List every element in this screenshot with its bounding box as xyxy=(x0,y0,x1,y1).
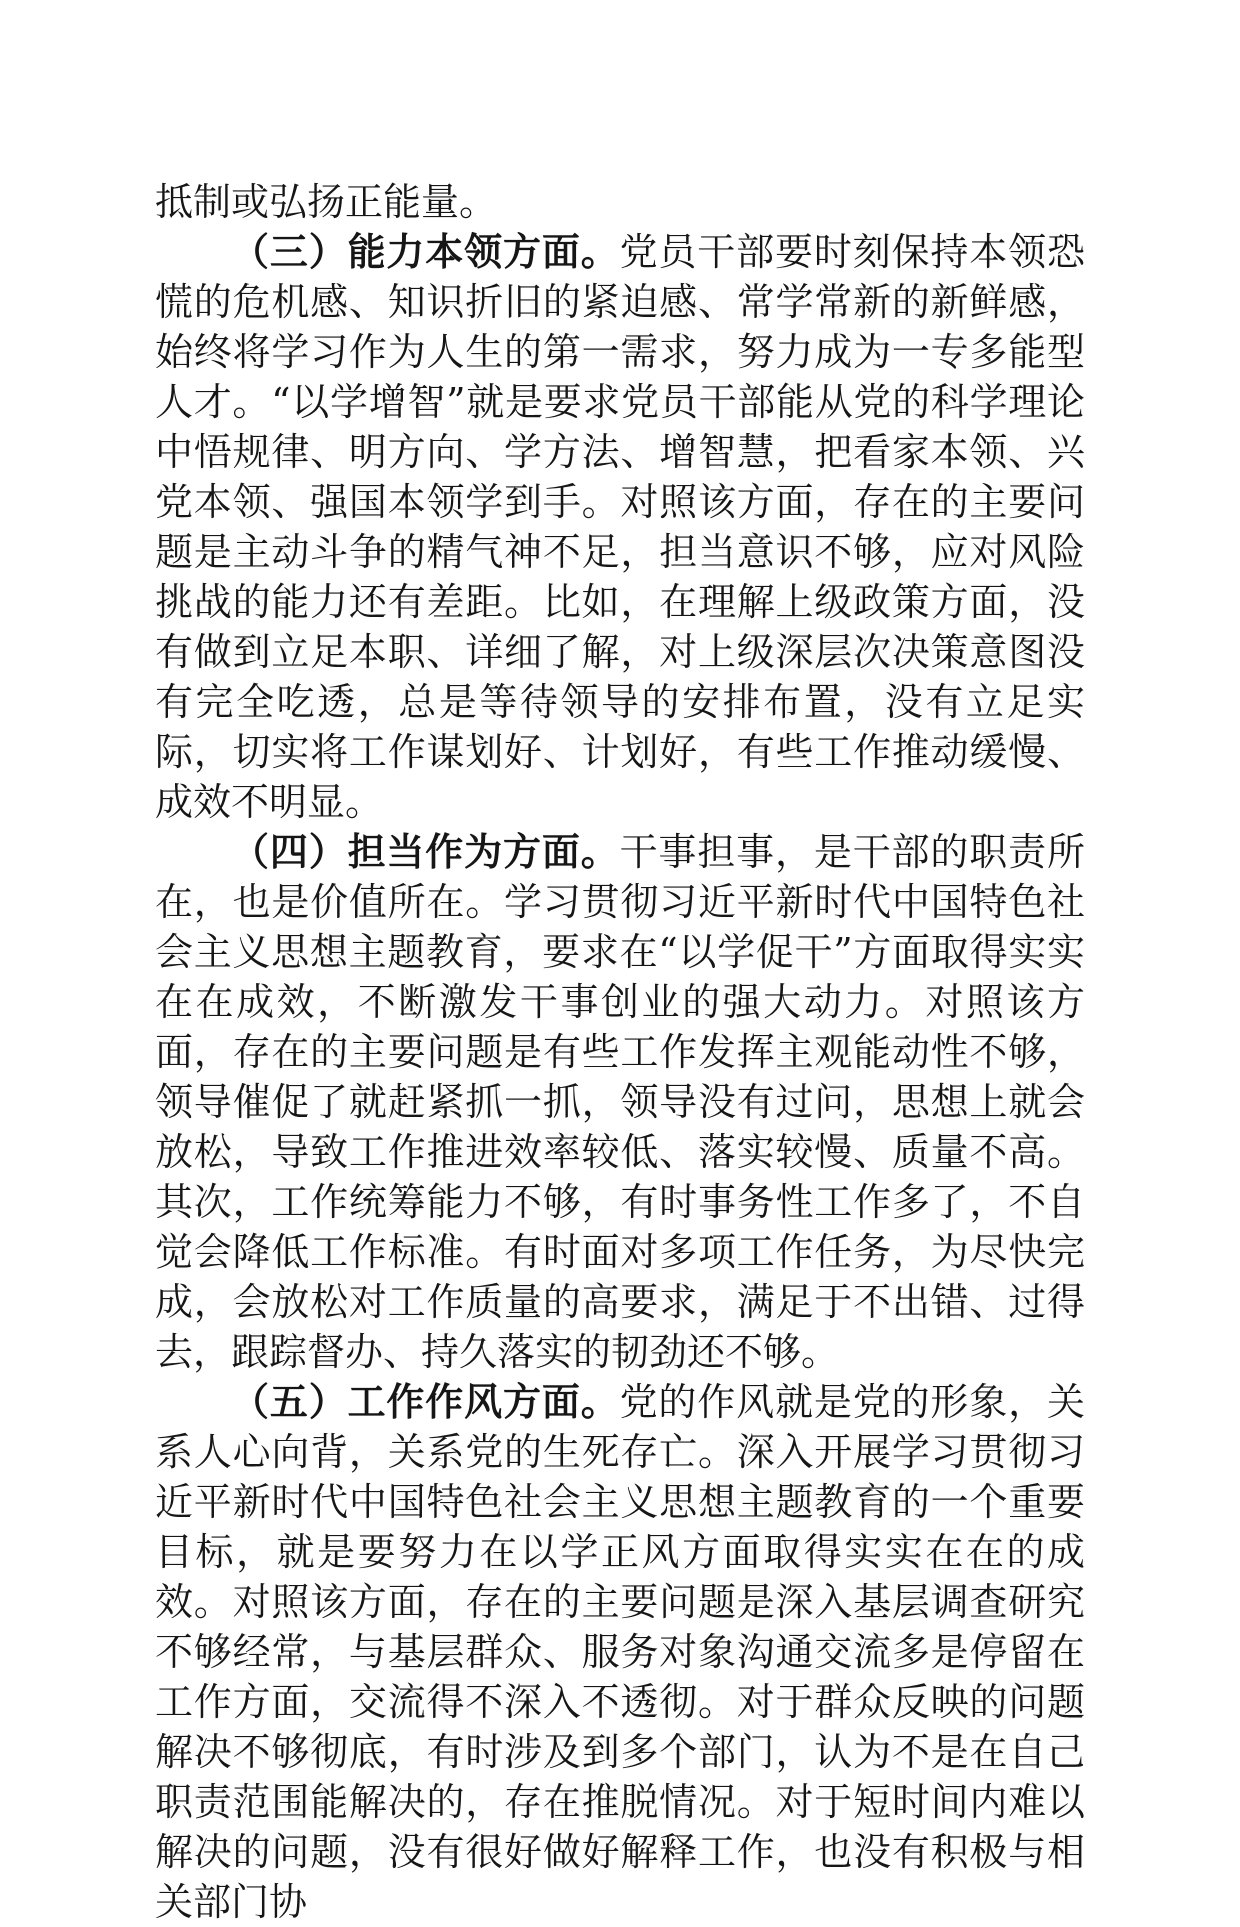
paragraph-continuation xyxy=(155,177,1085,227)
paragraph-ability xyxy=(155,227,1085,827)
section-heading-work-style: （五）工作作风方面。 xyxy=(231,1380,620,1424)
paragraph-responsibility xyxy=(155,827,1085,1377)
section-heading-responsibility: （四）担当作为方面。 xyxy=(231,830,620,874)
paragraph-text: 党的作风就是党的形象，关系人心向背，关系党的生死存亡。深入开展学习贯彻习近平新时代中国特色社会主义思想主题教育的一个重要目标，就是要努力在以学正风方面取得实实在在的成效。对照该方面，存在的主要问题是深入基层调查研究不够经常，与基层群众、服务对象沟通交流多是停留在工作方面，交流得不深入不透彻。对于群众反映的问题解决不够彻底，有时涉及到多个部门，认为不是在自己职责范围能解决的，存在推脱情况。对于短时间内难以解决的问题，没有很好做好解释工作，也没有积极与相关部门协 xyxy=(155,1380,1085,1924)
paragraph-work-style xyxy=(155,1377,1085,1927)
paragraph-text: 抵制或弘扬正能量。 xyxy=(155,180,498,224)
section-heading-ability: （三）能力本领方面。 xyxy=(231,230,620,274)
document-body xyxy=(155,177,1085,1927)
paragraph-text: 干事担事，是干部的职责所在，也是价值所在。学习贯彻习近平新时代中国特色社会主义思想主题教育，要求在“以学促干”方面取得实实在在成效，不断激发干事创业的强大动力。对照该方面，存在的主要问题是有些工作发挥主观能动性不够，领导催促了就赶紧抓一抓，领导没有过问，思想上就会放松，导致工作推进效率较低、落实较慢、质量不高。其次，工作统筹能力不够，有时事务性工作多了，不自觉会降低工作标准。有时面对多项工作任务，为尽快完成，会放松对工作质量的高要求，满足于不出错、过得去，跟踪督办、持久落实的韧劲还不够。 xyxy=(155,830,1085,1374)
paragraph-text: 党员干部要时刻保持本领恐慌的危机感、知识折旧的紧迫感、常学常新的新鲜感，始终将学习作为人生的第一需求，努力成为一专多能型人才。“以学增智”就是要求党员干部能从党的科学理论中悟规律、明方向、学方法、增智慧，把看家本领、兴党本领、强国本领学到手。对照该方面，存在的主要问题是主动斗争的精气神不足，担当意识不够，应对风险挑战的能力还有差距。比如，在理解上级政策方面，没有做到立足本职、详细了解，对上级深层次决策意图没有完全吃透，总是等待领导的安排布置，没有立足实际，切实将工作谋划好、计划好，有些工作推动缓慢、成效不明显。 xyxy=(155,230,1085,824)
